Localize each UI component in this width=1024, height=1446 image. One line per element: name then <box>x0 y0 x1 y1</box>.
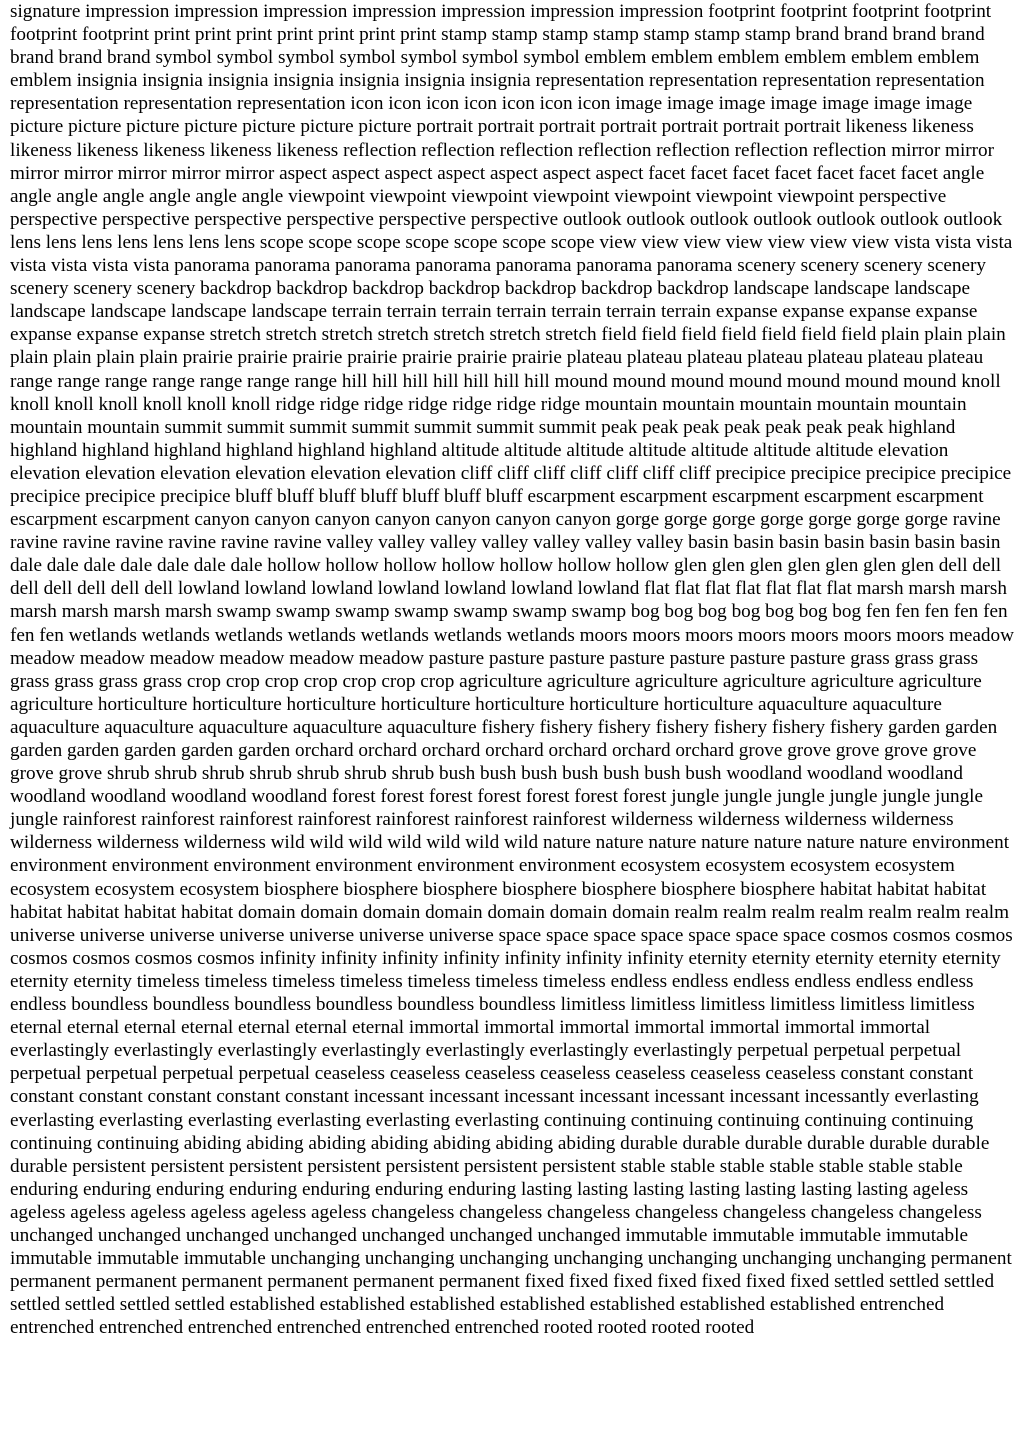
body-text: signature impression impression impression impression impression impression impression footprint footprint footprint footprint footprint footprint print print print print print print print stamp stamp stamp stamp stamp stamp stamp brand brand brand brand brand brand brand symbol symbol symbol symbol symbol symbol symbol emblem emblem emblem emblem emblem emblem emblem insignia insignia insignia insignia insignia insignia insignia representation representation representation representation representation representation representation icon icon icon icon icon icon icon image image image image image image image picture picture picture picture picture picture picture portrait portrait portrait portrait portrait portrait portrait likeness likeness likeness likeness likeness likeness likeness reflection reflection reflection reflection reflection reflection reflection mirror mirror mirror mirror mirror mirror mirror aspect aspect aspect aspect aspect aspect aspect facet facet facet facet facet facet facet angle angle angle angle angle angle angle viewpoint viewpoint viewpoint viewpoint viewpoint viewpoint viewpoint perspective perspective perspective perspective perspective perspective perspective outlook outlook outlook outlook outlook outlook outlook lens lens lens lens lens lens lens scope scope scope scope scope scope scope view view view view view view view vista vista vista vista vista vista vista panorama panorama panorama panorama panorama panorama panorama scenery scenery scenery scenery scenery scenery scenery backdrop backdrop backdrop backdrop backdrop backdrop backdrop landscape landscape landscape landscape landscape landscape landscape terrain terrain terrain terrain terrain terrain terrain expanse expanse expanse expanse expanse expanse expanse stretch stretch stretch stretch stretch stretch stretch field field field field field field field plain plain plain plain plain plain plain prairie prairie prairie prairie prairie prairie prairie plateau plateau plateau plateau plateau plateau plateau range range range range range range range hill hill hill hill hill hill hill mound mound mound mound mound mound mound knoll knoll knoll knoll knoll knoll knoll ridge ridge ridge ridge ridge ridge ridge mountain mountain mountain mountain mountain mountain mountain summit summit summit summit summit summit summit peak peak peak peak peak peak peak highland highland highland highland highland highland highland altitude altitude altitude altitude altitude altitude altitude elevation elevation elevation elevation elevation elevation elevation cliff cliff cliff cliff cliff cliff cliff precipice precipice precipice precipice precipice precipice precipice bluff bluff bluff bluff bluff bluff bluff escarpment escarpment escarpment escarpment escarpment escarpment escarpment canyon canyon canyon canyon canyon canyon canyon gorge gorge gorge gorge gorge gorge gorge ravine ravine ravine ravine ravine ravine ravine valley valley valley valley valley valley valley basin basin basin basin basin basin basin dale dale dale dale dale dale dale hollow hollow hollow hollow hollow hollow hollow glen glen glen glen glen glen glen dell dell dell dell dell dell dell lowland lowland lowland lowland lowland lowland lowland flat flat flat flat flat flat flat marsh marsh marsh marsh marsh marsh marsh swamp swamp swamp swamp swamp swamp swamp bog bog bog bog bog bog bog fen fen fen fen fen fen fen wetlands wetlands wetlands wetlands wetlands wetlands wetlands moors moors moors moors moors moors moors meadow meadow meadow meadow meadow meadow meadow pasture pasture pasture pasture pasture pasture pasture grass grass grass grass grass grass grass crop crop crop crop crop crop crop agriculture agriculture agriculture agriculture agriculture agriculture agriculture horticulture horticulture horticulture horticulture horticulture horticulture horticulture aquaculture aquaculture aquaculture aquaculture aquaculture aquaculture aquaculture fishery fishery fishery fishery fishery fishery fishery garden garden garden garden garden garden garden orchard orchard orchard orchard orchard orchard orchard grove grove grove grove grove grove grove shrub shrub shrub shrub shrub shrub shrub bush bush bush bush bush bush bush woodland woodland woodland woodland woodland woodland woodland forest forest forest forest forest forest forest jungle jungle jungle jungle jungle jungle jungle rainforest rainforest rainforest rainforest rainforest rainforest rainforest wilderness wilderness wilderness wilderness wilderness wilderness wilderness wild wild wild wild wild wild wild nature nature nature nature nature nature nature environment environment environment environment environment environment environment ecosystem ecosystem ecosystem ecosystem ecosystem ecosystem ecosystem biosphere biosphere biosphere biosphere biosphere biosphere biosphere habitat habitat habitat habitat habitat habitat habitat domain domain domain domain domain domain domain realm realm realm realm realm realm realm universe universe universe universe universe universe universe space space space space space space space cosmos cosmos cosmos cosmos cosmos cosmos cosmos infinity infinity infinity infinity infinity infinity infinity eternity eternity eternity eternity eternity eternity eternity timeless timeless timeless timeless timeless timeless timeless endless endless endless endless endless endless endless boundless boundless boundless boundless boundless boundless limitless limitless limitless limitless limitless limitless eternal eternal eternal eternal eternal eternal eternal immortal immortal immortal immortal immortal immortal immortal everlastingly everlastingly everlastingly everlastingly everlastingly everlastingly everlastingly perpetual perpetual perpetual perpetual perpetual perpetual perpetual ceaseless ceaseless ceaseless ceaseless ceaseless ceaseless ceaseless constant constant constant constant constant constant constant incessant incessant incessant incessant incessant incessant incessantly everlasting everlasting everlasting everlasting everlasting everlasting everlasting continuing continuing continuing continuing continuing continuing continuing abiding abiding abiding abiding abiding abiding abiding durable durable durable durable durable durable durable persistent persistent persistent persistent persistent persistent persistent stable stable stable stable stable stable stable enduring enduring enduring enduring enduring enduring enduring lasting lasting lasting lasting lasting lasting lasting ageless ageless ageless ageless ageless ageless ageless changeless changeless changeless changeless changeless changeless changeless unchanged unchanged unchanged unchanged unchanged unchanged unchanged immutable immutable immutable immutable immutable immutable immutable unchanging unchanging unchanging unchanging unchanging unchanging unchanging permanent permanent permanent permanent permanent permanent permanent fixed fixed fixed fixed fixed fixed fixed settled settled settled settled settled settled settled established established established established established established established entrenched entrenched entrenched entrenched entrenched entrenched entrenched rooted rooted rooted rooted <box>10 1 1014 1339</box>
